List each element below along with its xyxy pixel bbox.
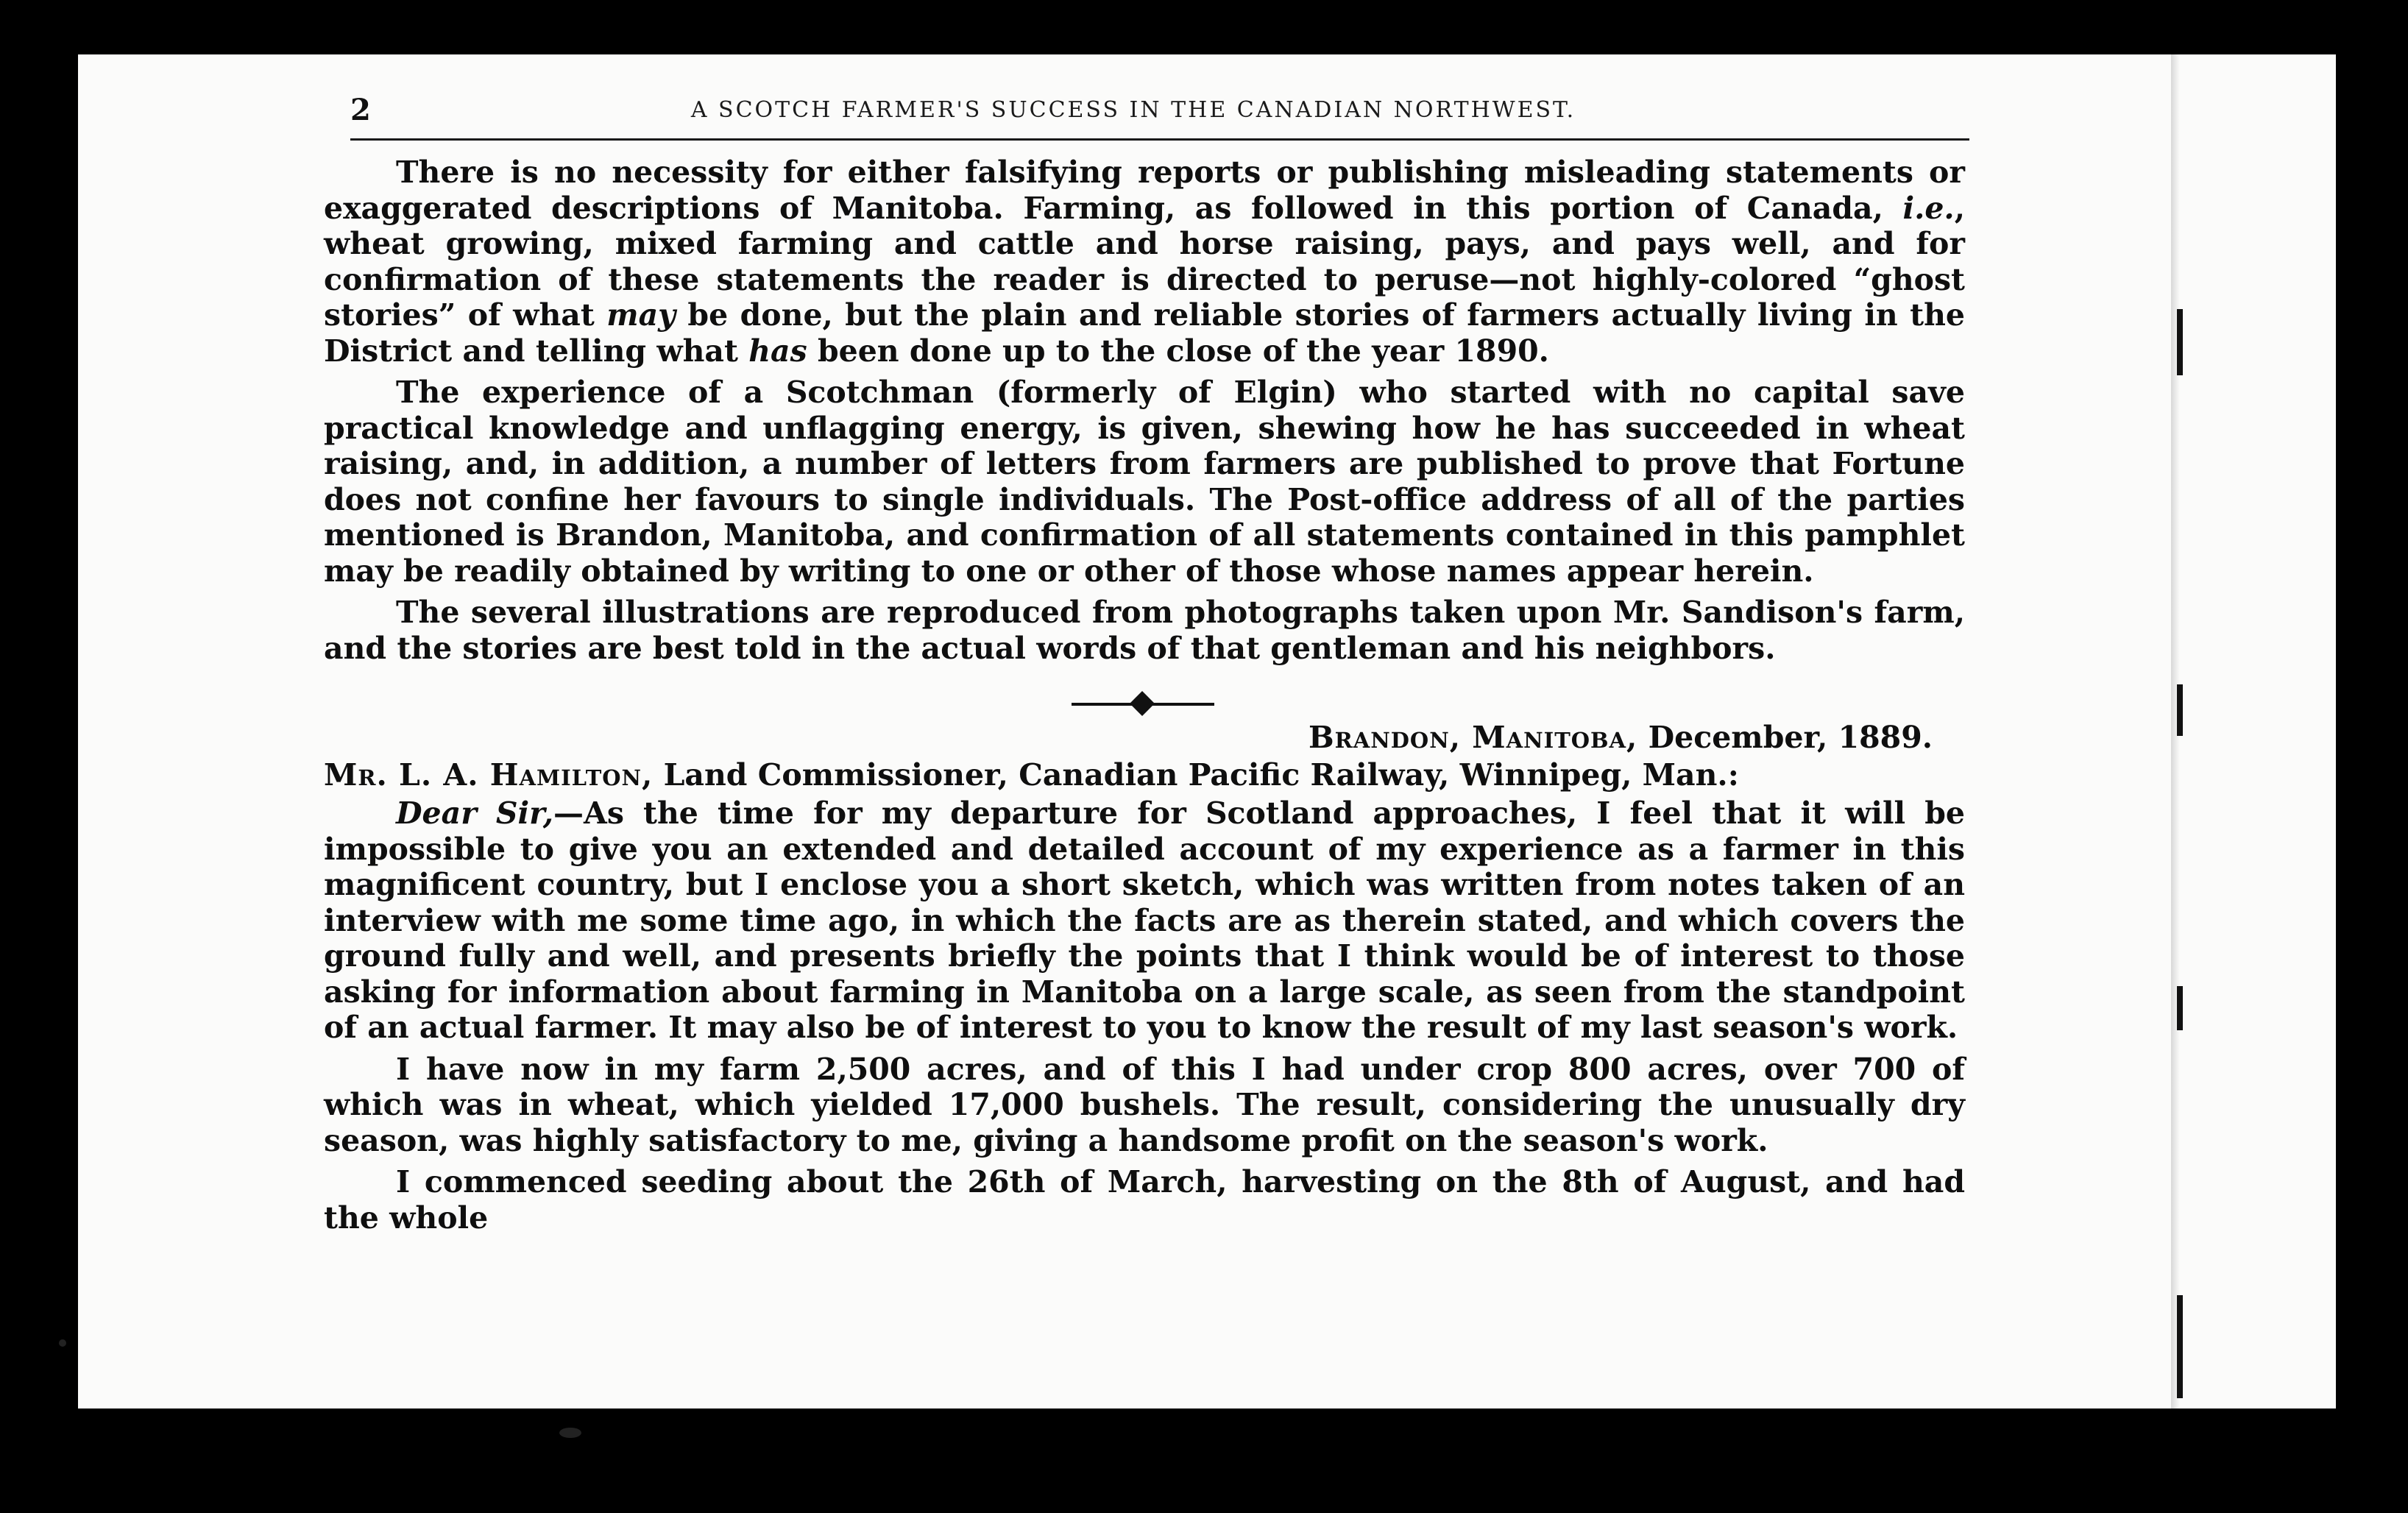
edge-mark (2177, 1295, 2183, 1398)
letter-section (324, 720, 1965, 1241)
dateline: Brandon, Manitoba, December, 1889. (1309, 720, 1933, 755)
edge-mark (2177, 684, 2183, 736)
scan-speck (559, 1428, 581, 1438)
edge-mark (2177, 309, 2183, 375)
section-divider-ornament (1072, 693, 1214, 715)
letter-paragraph-1: Dear Sir,—As the time for my departure for Scotland approaches, I feel that it will be impossible to give you an extended and detailed account of my experience as a farmer in this magnificent country, but I enclose you a short sketch, which was written from notes taken of an interview with me some time ago, in which the facts are as therein stated, and which covers the ground fully and well, and presents briefly the points that I think would be of interest to those asking for information about farming in Manitoba on a large scale, as seen from the standpoint of an actual farmer. It may also be of interest to you to know the result of my last season's work. (324, 796, 1965, 1045)
edge-mark (2177, 986, 2183, 1030)
scan-speck (59, 1339, 66, 1347)
addressee-line: Mr. L. A. Hamilton, Land Commissioner, Canadian Pacific Railway, Winnipeg, Man.: (324, 756, 1739, 793)
header-rule (350, 138, 1969, 141)
letter-paragraph-2: I have now in my farm 2,500 acres, and of this I had under crop 800 acres, over 700 of which was in wheat, which yielded 17,000 bushels. The result, considering the unusually dry season, was highly satisfactory to me, giving a handsome profit on the season's work. (324, 1051, 1965, 1158)
intro-paragraph-3: The several illustrations are reproduced from photographs taken upon Mr. Sandison's farm, and the stories are best told in the actual words of that gentleman and his neighbors. (324, 595, 1965, 666)
letter-paragraph-3: I commenced seeding about the 26th of March, harvesting on the 8th of August, and had the whole (324, 1164, 1965, 1236)
page-number: 2 (350, 93, 371, 127)
intro-paragraph-1: There is no necessity for either falsifying reports or publishing misleading statements or exaggerated descriptions of Manitoba. Farming, as followed in this portion of Canada, i.e., wheat growing, mixed farming and cattle and horse raising, pays, and pays well, and for confirmation of these statements the reader is directed to peruse—not highly-colored “ghost stories” of what may be done, but the plain and reliable stories of farmers actually living in the District and telling what has been done up to the close of the year 1890. (324, 155, 1965, 369)
intro-paragraph-2: The experience of a Scotchman (formerly of Elgin) who started with no capital save practical knowledge and unflagging energy, is given, shewing how he has succeeded in wheat raising, and, in addition, a number of letters from farmers are published to prove that Fortune does not confine her favours to single individuals. The Post-office address of all of the parties mentioned is Brandon, Manitoba, and confirmation of all statements contained in this pamphlet may be readily obtained by writing to one or other of those whose names appear herein. (324, 375, 1965, 589)
intro-section (324, 155, 1965, 672)
running-head: A SCOTCH FARMER'S SUCCESS IN THE CANADIAN NORTHWEST. (690, 97, 1576, 123)
